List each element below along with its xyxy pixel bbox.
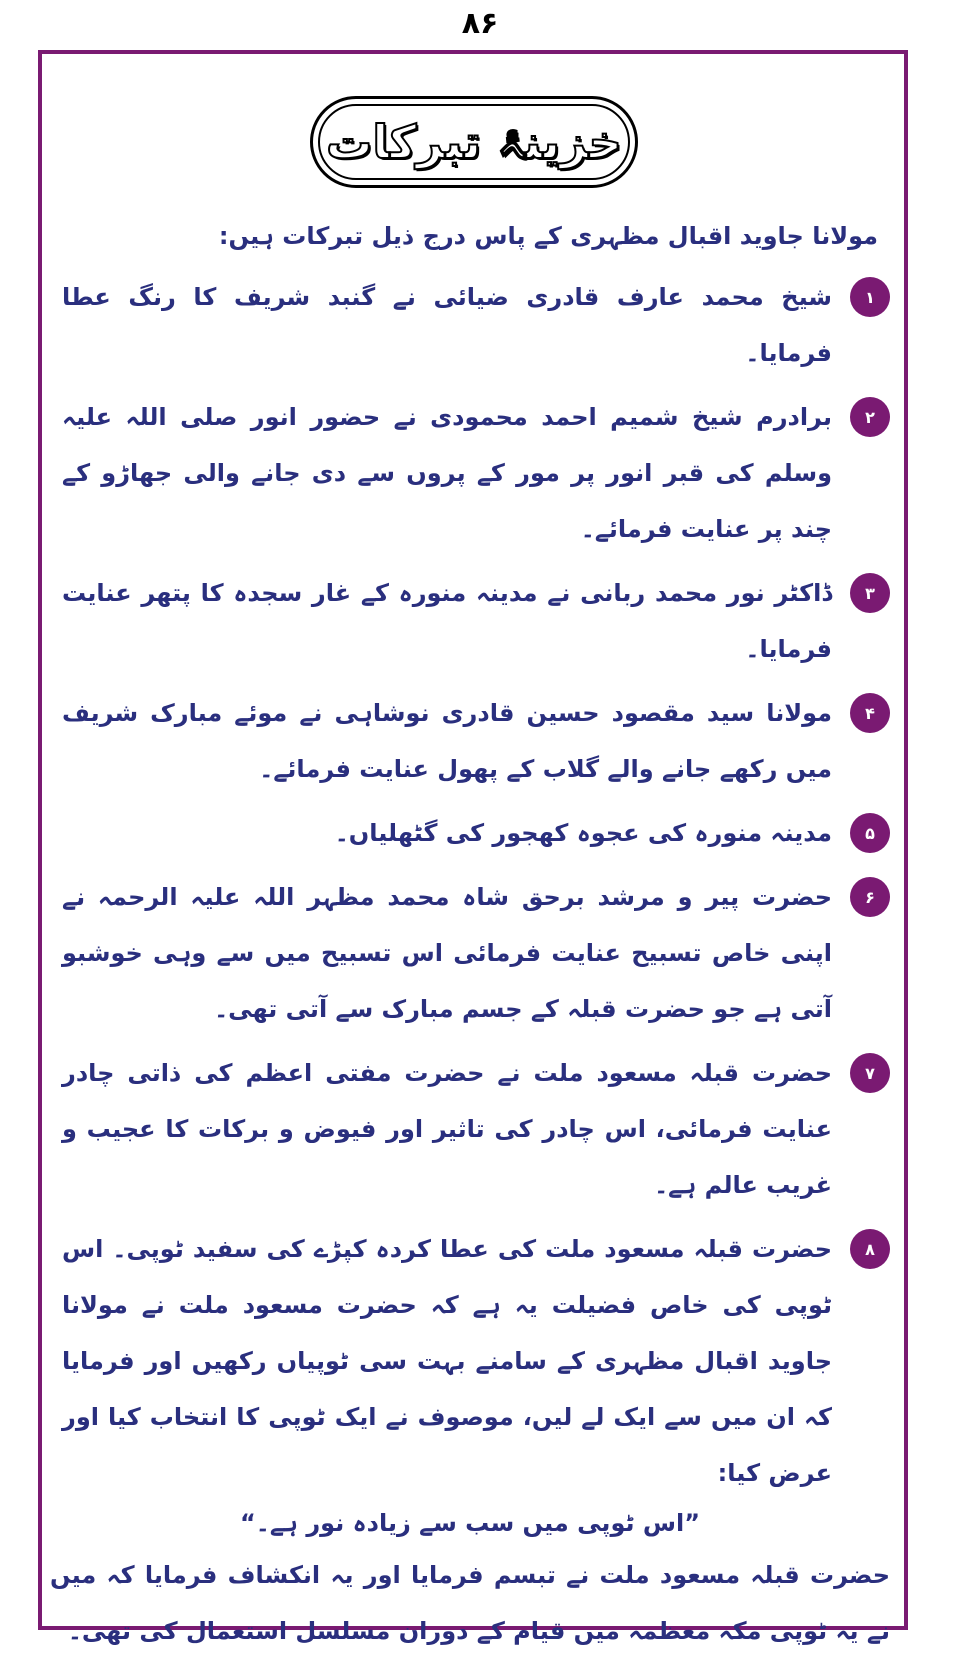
item-text: شیخ محمد عارف قادری ضیائی نے گنبد شریف کا رنگ عطا فرمایا۔	[62, 283, 832, 367]
list-item	[50, 269, 890, 381]
page-frame	[38, 50, 908, 1645]
item-number-badge: ۴	[850, 693, 890, 733]
list-item	[50, 389, 890, 557]
intro-line: مولانا جاوید اقبال مظہری کے پاس درج ذیل تبرکات ہیں:	[218, 222, 878, 250]
item-number-badge: ۵	[850, 813, 890, 853]
list-item	[50, 869, 890, 1037]
title-cartouche	[310, 96, 638, 188]
item-text: حضرت قبلہ مسعود ملت نے حضرت مفتی اعظم کی ذاتی چادر عنایت فرمائی، اس چادر کی تاثیر اور فیوض و برکات کا عجیب و غریب عالم ہے۔	[62, 1059, 832, 1199]
list-item	[50, 1045, 890, 1213]
page-title: خزینۂ تبرکات	[326, 115, 622, 169]
item-text: حضرت قبلہ مسعود ملت کی عطا کردہ کپڑے کی سفید ٹوپی۔ اس ٹوپی کی خاص فضیلت یہ ہے کہ حضرت مسعود ملت نے مولانا جاوید اقبال مظہری کے سامنے بہت سی ٹوپیاں رکھیں اور فرمایا کہ ان میں سے ایک لے لیں، موصوف نے ایک ٹوپی کا انتخاب کیا اور عرض کیا:	[62, 1235, 832, 1487]
item-number-badge: ۱	[850, 277, 890, 317]
relics-list	[50, 269, 890, 1659]
list-item	[50, 685, 890, 797]
item-number-badge: ۶	[850, 877, 890, 917]
item-text: برادرم شیخ شمیم احمد محمودی نے حضور انور صلی اللہ علیہ وسلم کی قبر انور پر مور کے پروں سے دی جانے والی جھاڑو کے چند پر عنایت فرمائے۔	[62, 403, 832, 543]
item-text: ڈاکٹر نور محمد ربانی نے مدینہ منورہ کے غار سجدہ کا پتھر عنایت فرمایا۔	[62, 579, 832, 663]
list-item	[50, 805, 890, 861]
closing-paragraph: حضرت قبلہ مسعود ملت نے تبسم فرمایا اور یہ انکشاف فرمایا کہ میں نے یہ ٹوپی مکہ معظمہ میں قیام کے دوران مسلسل استعمال کی تھی۔	[50, 1561, 890, 1645]
item-number-badge: ۷	[850, 1053, 890, 1093]
item-text: حضرت پیر و مرشد برحق شاہ محمد مظہر اللہ علیہ الرحمہ نے اپنی خاص تسبیح عنایت فرمائی اس تسبیح میں سے وہی خوشبو آتی ہے جو حضرت قبلہ کے جسم مبارک سے آتی تھی۔	[62, 883, 832, 1023]
item-number-badge: ۸	[850, 1229, 890, 1269]
item-number-badge: ۳	[850, 573, 890, 613]
page-number: ۸۶	[461, 6, 499, 41]
item-text: مولانا سید مقصود حسین قادری نوشاہی نے موئے مبارک شریف میں رکھے جانے والے گلاب کے پھول عنایت فرمائے۔	[62, 699, 832, 783]
item-text: مدینہ منورہ کی عجوہ کھجور کی گٹھلیاں۔	[334, 819, 832, 847]
quote-line: ”اس ٹوپی میں سب سے زیادہ نور ہے۔“	[240, 1509, 700, 1537]
list-item	[50, 565, 890, 677]
item-number-badge: ۲	[850, 397, 890, 437]
list-item	[50, 1221, 890, 1501]
